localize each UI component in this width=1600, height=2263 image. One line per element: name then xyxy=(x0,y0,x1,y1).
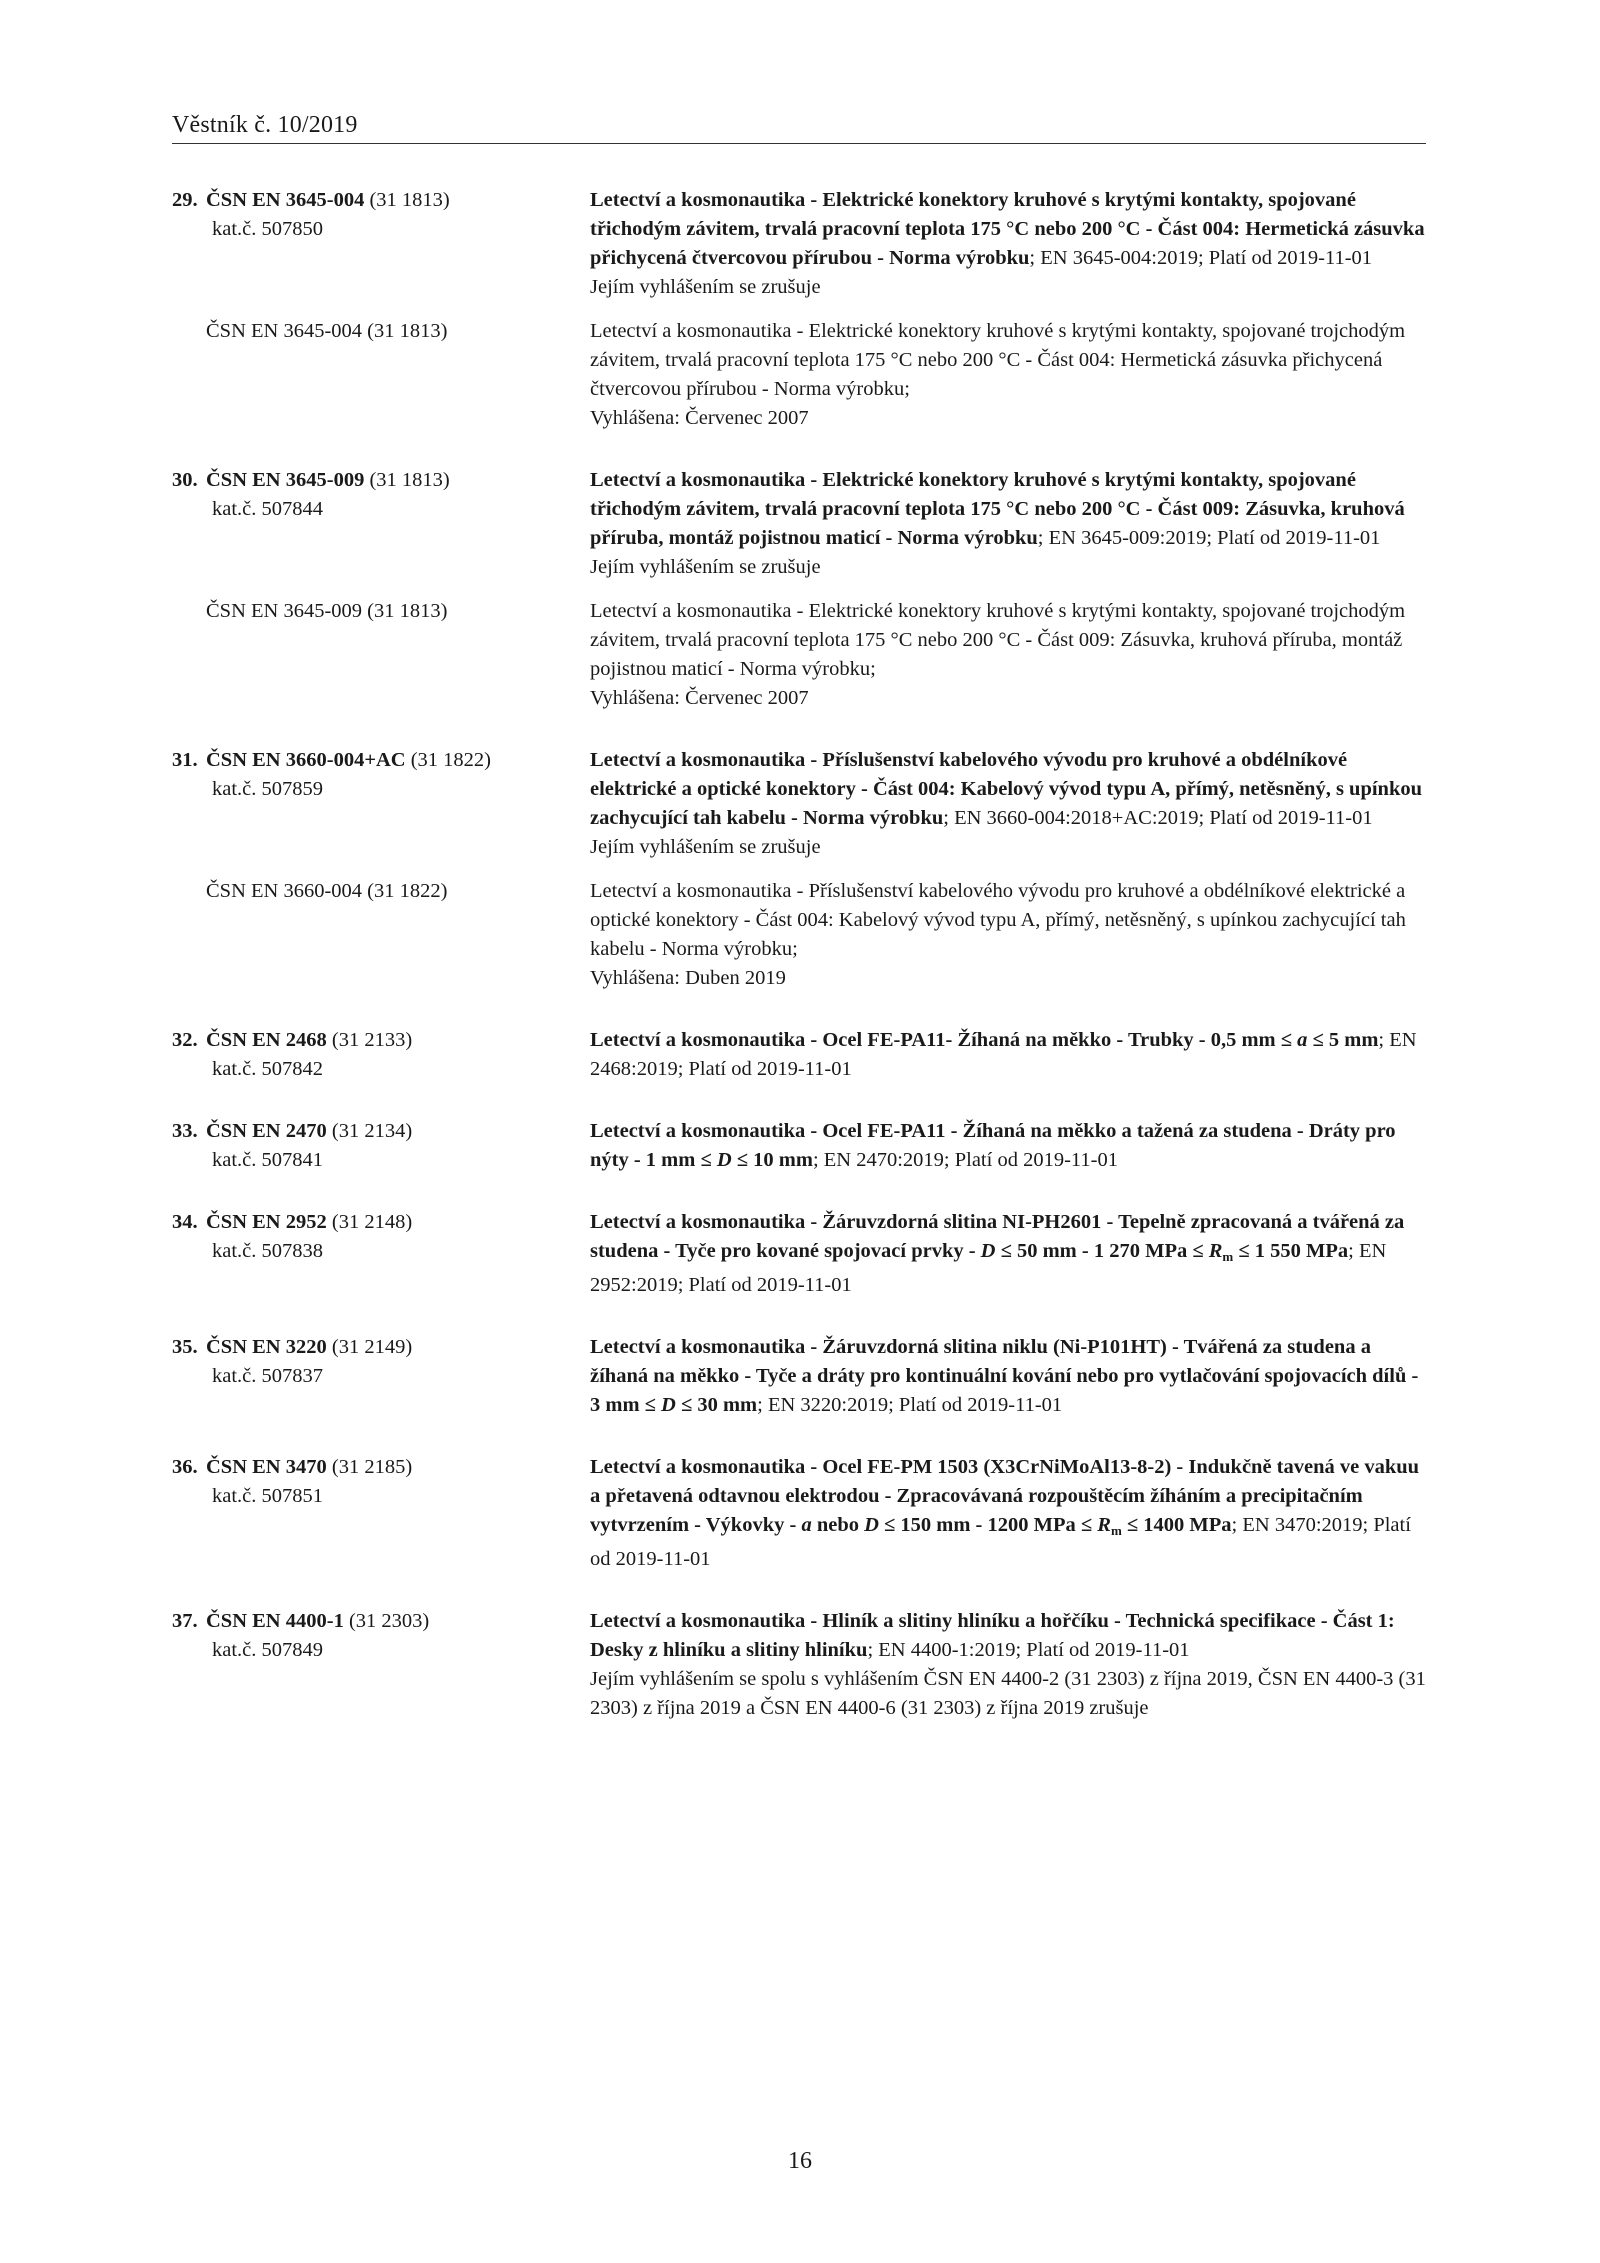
standard-details: ; EN 3645-009:2019; Platí od 2019-11-01 xyxy=(1037,527,1381,549)
superseded-entry xyxy=(172,317,1432,433)
standard-title: Letectví a kosmonautika - Žáruvzdorná slitina NI-PH2601 - Tepelně zpracovaná a tvářená za studena - Tyče pro kované spojovací prvky - D ≤ 50 mm - 1 270 MPa ≤ $R_m \le 1$ 550 MPa; EN 2952:2019; Platí od 2019-11-01 xyxy=(590,1211,1405,1296)
standard-entry xyxy=(172,1117,1432,1175)
catalog-number: kat.č. 507851 xyxy=(212,1485,324,1507)
standard-code: ČSN EN 3645-004 xyxy=(206,189,365,211)
standard-code: ČSN EN 3645-009 xyxy=(206,469,365,491)
standard-code: ČSN EN 3220 xyxy=(206,1336,327,1358)
standard-code: ČSN EN 2468 xyxy=(206,1029,327,1051)
catalog-number: kat.č. 507838 xyxy=(212,1240,324,1262)
standard-entry xyxy=(172,1208,1432,1300)
class-number: (31 2134) xyxy=(331,1120,413,1142)
superseded-date: Vyhlášena: Červenec 2007 xyxy=(590,687,809,709)
standard-title: Letectví a kosmonautika - Ocel FE-PA11 - Žíhaná na měkko a tažená za studena - Dráty pro nýty - 1 mm ≤ D ≤ 10 mm; EN 2470:2019; Platí od 2019-11-01 xyxy=(590,1120,1396,1171)
entry-number: 32. xyxy=(172,1029,198,1051)
class-number: (31 1822) xyxy=(410,749,492,771)
supersedes-note: Jejím vyhlášením se spolu s vyhlášením ČSN EN 4400-2 (31 2303) z října 2019, ČSN EN 4400-3 (31 2303) z října 2019 a ČSN EN 4400-6 (31 2303) z října 2019 zrušuje xyxy=(590,1668,1426,1719)
class-number: (31 2133) xyxy=(331,1029,413,1051)
catalog-number: kat.č. 507850 xyxy=(212,218,324,240)
standard-entry xyxy=(172,1333,1432,1420)
superseded-date: Vyhlášena: Červenec 2007 xyxy=(590,407,809,429)
supersedes-note: Jejím vyhlášením se zrušuje xyxy=(590,276,821,298)
entry-number: 34. xyxy=(172,1211,198,1233)
standard-title: Letectví a kosmonautika - Hliník a slitiny hliníku a hořčíku - Technická specifikace - Část 1: Desky z hliníku a slitiny hliníku; EN 4400-1:2019; Platí od 2019-11-01 xyxy=(590,1610,1395,1661)
standard-code: ČSN EN 3470 xyxy=(206,1456,327,1478)
catalog-number: kat.č. 507859 xyxy=(212,778,324,800)
superseded-title: Letectví a kosmonautika - Elektrické konektory kruhové s krytými kontakty, spojované trojchodým závitem, trvalá pracovní teplota 175 °C nebo 200 °C - Část 009: Zásuvka, kruhová příruba, montáž pojistnou maticí - Norma výrobku; xyxy=(590,600,1406,680)
entry-number: 37. xyxy=(172,1610,198,1632)
superseded-code: ČSN EN 3645-009 (31 1813) xyxy=(206,600,448,622)
superseded-title: Letectví a kosmonautika - Elektrické konektory kruhové s krytými kontakty, spojované trojchodým závitem, trvalá pracovní teplota 175 °C nebo 200 °C - Část 004: Hermetická zásuvka přichycená čtvercovou přírubou - Norma výrobku; xyxy=(590,320,1406,400)
bulletin-title: Věstník č. 10/2019 xyxy=(172,112,358,138)
superseded-code: ČSN EN 3660-004 (31 1822) xyxy=(206,880,448,902)
standard-title: Letectví a kosmonautika - Elektrické konektory kruhové s krytými kontakty, spojované třichodým závitem, trvalá pracovní teplota 175 °C nebo 200 °C - Část 004: Hermetická zásuvka přichycená čtvercovou přírubou - Norma výrobku xyxy=(590,189,1425,269)
standard-entry xyxy=(172,1607,1432,1723)
class-number: (31 2185) xyxy=(331,1456,413,1478)
supersedes-note: Jejím vyhlášením se zrušuje xyxy=(590,836,821,858)
supersedes-note: Jejím vyhlášením se zrušuje xyxy=(590,556,821,578)
standard-entry xyxy=(172,1026,1432,1084)
page-number: 16 xyxy=(788,2148,812,2174)
standard-entry xyxy=(172,1453,1432,1574)
standard-code: ČSN EN 4400-1 xyxy=(206,1610,344,1632)
page-header xyxy=(172,112,1426,144)
standard-entry xyxy=(172,746,1432,862)
standard-title: Letectví a kosmonautika - Příslušenství kabelového vývodu pro kruhové a obdélníkové elektrické a optické konektory - Část 004: Kabelový vývod typu A, přímý, netěsněný, s upínkou zachycující tah kabelu - Norma výrobku xyxy=(590,749,1423,829)
entry-number: 36. xyxy=(172,1456,198,1478)
entry-number: 31. xyxy=(172,749,198,771)
standard-entry xyxy=(172,466,1432,582)
class-number: (31 1813) xyxy=(369,469,450,491)
standard-details: ; EN 3660-004:2018+AC:2019; Platí od 2019-11-01 xyxy=(943,807,1373,829)
standard-entry xyxy=(172,186,1432,302)
class-number: (31 2148) xyxy=(331,1211,413,1233)
class-number: (31 2149) xyxy=(331,1336,413,1358)
class-number: (31 2303) xyxy=(348,1610,430,1632)
standard-code: ČSN EN 2952 xyxy=(206,1211,327,1233)
superseded-code: ČSN EN 3645-004 (31 1813) xyxy=(206,320,448,342)
superseded-date: Vyhlášena: Duben 2019 xyxy=(590,967,786,989)
catalog-number: kat.č. 507844 xyxy=(212,498,324,520)
catalog-number: kat.č. 507837 xyxy=(212,1365,324,1387)
standard-details: ; EN 3645-004:2019; Platí od 2019-11-01 xyxy=(1029,247,1373,269)
standard-title: Letectví a kosmonautika - Ocel FE-PM 1503 (X3CrNiMoAl13-8-2) - Indukčně tavená ve vakuu a přetavená odtavnou elektrodou - Zpracovávaná rozpouštěcím žíháním a precipitačním vytvrzením - Výkovky - a nebo D ≤ 150 mm - 1200 MPa ≤ $R_m \le 1400$ MPa; EN 3470:2019; Platí od 2019-11-01 xyxy=(590,1456,1420,1570)
superseded-entry xyxy=(172,877,1432,993)
standards-list xyxy=(172,186,1432,1723)
standard-title: Letectví a kosmonautika - Žáruvzdorná slitina niklu (Ni-P101HT) - Tvářená za studena a žíhaná na měkko - Tyče a dráty pro kontinuální kování nebo pro vytlačování spojovacích dílů - 3 mm ≤ D ≤ 30 mm; EN 3220:2019; Platí od 2019-11-01 xyxy=(590,1336,1419,1416)
catalog-number: kat.č. 507842 xyxy=(212,1058,324,1080)
entry-number: 33. xyxy=(172,1120,198,1142)
standard-title: Letectví a kosmonautika - Ocel FE-PA11- Žíhaná na měkko - Trubky - 0,5 mm ≤ a ≤ 5 mm; EN 2468:2019; Platí od 2019-11-01 xyxy=(590,1029,1417,1080)
standard-title: Letectví a kosmonautika - Elektrické konektory kruhové s krytými kontakty, spojované třichodým závitem, trvalá pracovní teplota 175 °C nebo 200 °C - Část 009: Zásuvka, kruhová příruba, montáž pojistnou maticí - Norma výrobku xyxy=(590,469,1405,549)
standard-code: ČSN EN 2470 xyxy=(206,1120,327,1142)
standard-code: ČSN EN 3660-004+AC xyxy=(206,749,406,771)
catalog-number: kat.č. 507849 xyxy=(212,1639,324,1661)
entry-number: 35. xyxy=(172,1336,198,1358)
entry-number: 29. xyxy=(172,189,198,211)
superseded-entry xyxy=(172,597,1432,713)
entry-number: 30. xyxy=(172,469,198,491)
superseded-title: Letectví a kosmonautika - Příslušenství kabelového vývodu pro kruhové a obdélníkové elektrické a optické konektory - Část 004: Kabelový vývod typu A, přímý, netěsněný, s upínkou zachycující tah kabelu - Norma výrobku; xyxy=(590,880,1406,960)
catalog-number: kat.č. 507841 xyxy=(212,1149,324,1171)
class-number: (31 1813) xyxy=(369,189,450,211)
